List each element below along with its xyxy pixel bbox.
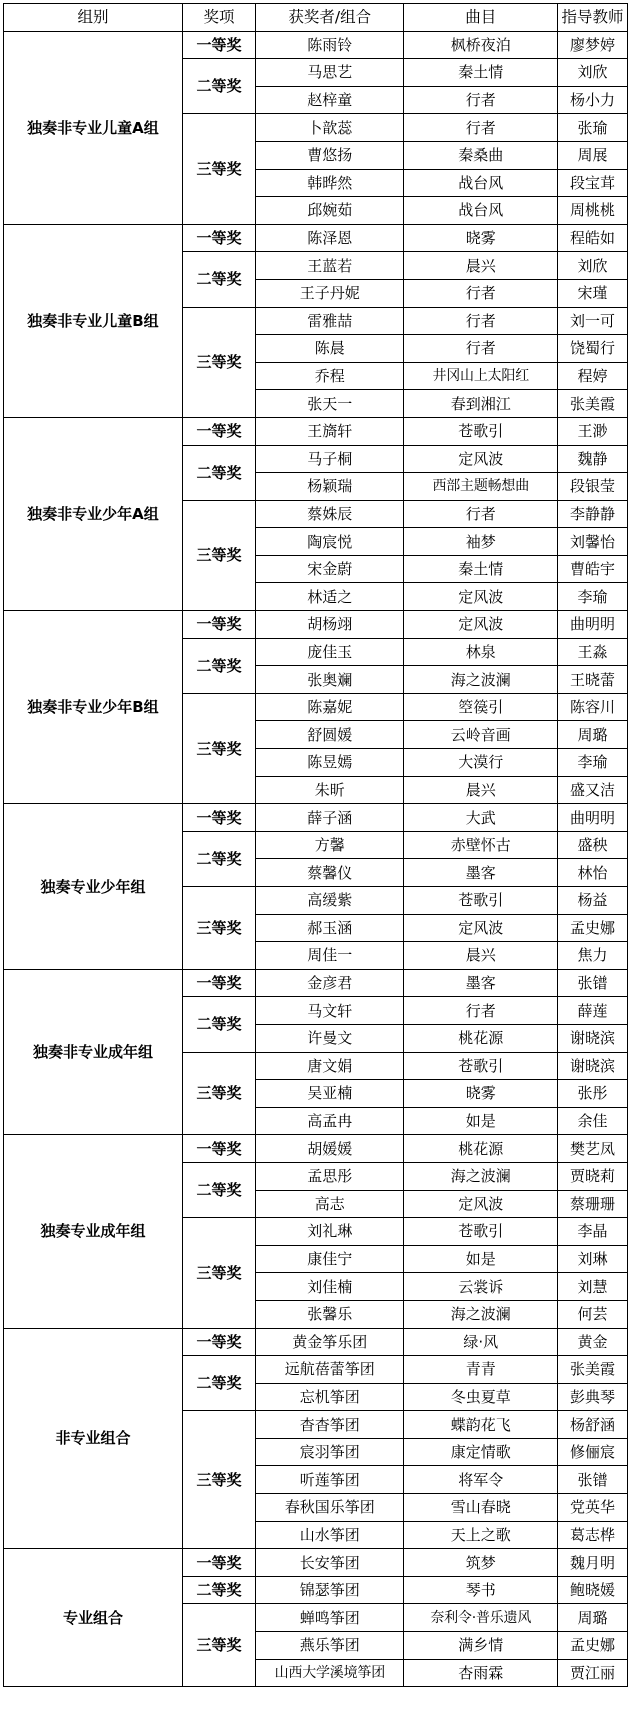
piece-cell: 奈利令·普乐遗风	[404, 1604, 558, 1632]
teacher-cell: 修俪宸	[558, 1438, 628, 1466]
piece-cell: 桃花源	[404, 1135, 558, 1163]
prize-cell: 一等奖	[182, 1549, 255, 1577]
winner-cell: 张奥斓	[256, 666, 404, 694]
teacher-cell: 曹皓宇	[558, 555, 628, 583]
piece-cell: 定风波	[404, 445, 558, 473]
table-body	[4, 31, 628, 1687]
teacher-cell: 王晓蕾	[558, 666, 628, 694]
prize-cell: 一等奖	[182, 804, 255, 832]
winner-cell: 燕乐筝团	[256, 1632, 404, 1660]
prize-cell: 二等奖	[182, 1162, 255, 1217]
winner-cell: 舒圆媛	[256, 721, 404, 749]
winner-cell: 黄金筝乐团	[256, 1328, 404, 1356]
piece-cell: 晨兴	[404, 942, 558, 970]
piece-cell: 墨客	[404, 969, 558, 997]
prize-cell: 一等奖	[182, 31, 255, 59]
winner-cell: 胡杨翊	[256, 611, 404, 639]
piece-cell: 行者	[404, 279, 558, 307]
teacher-cell: 陈容川	[558, 693, 628, 721]
teacher-cell: 刘欣	[558, 59, 628, 87]
winner-cell: 卜歆蕊	[256, 114, 404, 142]
winner-cell: 蔡姝辰	[256, 500, 404, 528]
winner-cell: 庞佳玉	[256, 638, 404, 666]
winner-cell: 杳杳筝团	[256, 1411, 404, 1439]
piece-cell: 赤壁怀古	[404, 831, 558, 859]
winner-cell: 蝉鸣筝团	[256, 1604, 404, 1632]
winner-cell: 方馨	[256, 831, 404, 859]
prize-cell: 三等奖	[182, 500, 255, 610]
prize-cell: 一等奖	[182, 1328, 255, 1356]
winner-cell: 陈嘉妮	[256, 693, 404, 721]
teacher-cell: 饶蜀行	[558, 335, 628, 363]
group-name-cell: 独奏专业少年组	[4, 804, 183, 970]
winner-cell: 邱婉茹	[256, 197, 404, 225]
winner-cell: 高孟冉	[256, 1107, 404, 1135]
teacher-cell: 孟史娜	[558, 914, 628, 942]
prize-cell: 三等奖	[182, 887, 255, 970]
winner-cell: 锦瑟筝团	[256, 1576, 404, 1604]
teacher-cell: 蔡珊珊	[558, 1190, 628, 1218]
piece-cell: 箜篌引	[404, 693, 558, 721]
piece-cell: 海之波澜	[404, 666, 558, 694]
teacher-cell: 杨舒涵	[558, 1411, 628, 1439]
teacher-cell: 张美霞	[558, 390, 628, 418]
winner-cell: 乔程	[256, 362, 404, 390]
teacher-cell: 周璐	[558, 721, 628, 749]
teacher-cell: 曲明明	[558, 804, 628, 832]
winner-cell: 刘礼琳	[256, 1218, 404, 1246]
teacher-cell: 李晶	[558, 1218, 628, 1246]
winner-cell: 杨颖瑞	[256, 473, 404, 501]
table-row	[4, 1328, 628, 1356]
winner-cell: 唐文娟	[256, 1052, 404, 1080]
piece-cell: 西部主题畅想曲	[404, 473, 558, 501]
teacher-cell: 杨益	[558, 887, 628, 915]
winner-cell: 林适之	[256, 583, 404, 611]
piece-cell: 蝶韵花飞	[404, 1411, 558, 1439]
teacher-cell: 余佳	[558, 1107, 628, 1135]
teacher-cell: 李瑜	[558, 749, 628, 777]
winner-cell: 朱昕	[256, 776, 404, 804]
piece-cell: 定风波	[404, 611, 558, 639]
winner-cell: 马文轩	[256, 997, 404, 1025]
group-name-cell: 非专业组合	[4, 1328, 183, 1549]
piece-cell: 行者	[404, 997, 558, 1025]
table-row	[4, 1135, 628, 1163]
winner-cell: 张馨乐	[256, 1300, 404, 1328]
teacher-cell: 王渺	[558, 417, 628, 445]
header-teacher: 指导教师	[558, 4, 628, 32]
piece-cell: 如是	[404, 1107, 558, 1135]
teacher-cell: 樊艺凤	[558, 1135, 628, 1163]
teacher-cell: 魏月明	[558, 1549, 628, 1577]
prize-cell: 三等奖	[182, 1604, 255, 1687]
teacher-cell: 张镨	[558, 969, 628, 997]
teacher-cell: 贾晓莉	[558, 1162, 628, 1190]
piece-cell: 晨兴	[404, 776, 558, 804]
teacher-cell: 李瑜	[558, 583, 628, 611]
teacher-cell: 段宝茸	[558, 169, 628, 197]
winner-cell: 赵梓童	[256, 86, 404, 114]
winner-cell: 陈晨	[256, 335, 404, 363]
teacher-cell: 林怡	[558, 859, 628, 887]
winner-cell: 王蓝若	[256, 252, 404, 280]
piece-cell: 井冈山上太阳红	[404, 362, 558, 390]
teacher-cell: 周展	[558, 141, 628, 169]
piece-cell: 定风波	[404, 914, 558, 942]
teacher-cell: 段银莹	[558, 473, 628, 501]
piece-cell: 将军令	[404, 1466, 558, 1494]
header-prize: 奖项	[182, 4, 255, 32]
teacher-cell: 程皓如	[558, 224, 628, 252]
winner-cell: 吴亚楠	[256, 1080, 404, 1108]
teacher-cell: 葛志桦	[558, 1521, 628, 1549]
table-row	[4, 804, 628, 832]
teacher-cell: 廖梦婷	[558, 31, 628, 59]
table-row	[4, 224, 628, 252]
piece-cell: 苍歌引	[404, 417, 558, 445]
teacher-cell: 李静静	[558, 500, 628, 528]
winner-cell: 忘机筝团	[256, 1383, 404, 1411]
award-table	[3, 3, 628, 1687]
teacher-cell: 谢晓滨	[558, 1052, 628, 1080]
piece-cell: 秦土情	[404, 59, 558, 87]
teacher-cell: 曲明明	[558, 611, 628, 639]
winner-cell: 宋金蔚	[256, 555, 404, 583]
winner-cell: 雷雅喆	[256, 307, 404, 335]
header-group: 组别	[4, 4, 183, 32]
teacher-cell: 刘馨怡	[558, 528, 628, 556]
table-row	[4, 1549, 628, 1577]
winner-cell: 薛子涵	[256, 804, 404, 832]
teacher-cell: 彭典琴	[558, 1383, 628, 1411]
prize-cell: 一等奖	[182, 611, 255, 639]
prize-cell: 三等奖	[182, 1411, 255, 1549]
piece-cell: 如是	[404, 1245, 558, 1273]
winner-cell: 曹悠扬	[256, 141, 404, 169]
prize-cell: 二等奖	[182, 252, 255, 307]
piece-cell: 杏雨霖	[404, 1659, 558, 1687]
prize-cell: 三等奖	[182, 114, 255, 224]
piece-cell: 云岭音画	[404, 721, 558, 749]
prize-cell: 一等奖	[182, 224, 255, 252]
winner-cell: 蔡馨仪	[256, 859, 404, 887]
teacher-cell: 贾江丽	[558, 1659, 628, 1687]
winner-cell: 许曼文	[256, 1024, 404, 1052]
piece-cell: 定风波	[404, 1190, 558, 1218]
piece-cell: 雪山春晓	[404, 1494, 558, 1522]
table-row	[4, 969, 628, 997]
teacher-cell: 程婷	[558, 362, 628, 390]
piece-cell: 墨客	[404, 859, 558, 887]
teacher-cell: 刘慧	[558, 1273, 628, 1301]
piece-cell: 冬虫夏草	[404, 1383, 558, 1411]
winner-cell: 郝玉涵	[256, 914, 404, 942]
prize-cell: 三等奖	[182, 1218, 255, 1328]
prize-cell: 二等奖	[182, 997, 255, 1052]
piece-cell: 苍歌引	[404, 1218, 558, 1246]
piece-cell: 晓雾	[404, 224, 558, 252]
winner-cell: 周佳一	[256, 942, 404, 970]
teacher-cell: 谢晓滨	[558, 1024, 628, 1052]
group-name-cell: 独奏非专业少年A组	[4, 417, 183, 610]
piece-cell: 筑梦	[404, 1549, 558, 1577]
piece-cell: 行者	[404, 335, 558, 363]
piece-cell: 天上之歌	[404, 1521, 558, 1549]
piece-cell: 青青	[404, 1356, 558, 1384]
prize-cell: 二等奖	[182, 59, 255, 114]
prize-cell: 三等奖	[182, 307, 255, 417]
piece-cell: 大漠行	[404, 749, 558, 777]
group-name-cell: 独奏非专业儿童A组	[4, 31, 183, 224]
winner-cell: 高志	[256, 1190, 404, 1218]
prize-cell: 三等奖	[182, 693, 255, 803]
piece-cell: 行者	[404, 307, 558, 335]
teacher-cell: 张美霞	[558, 1356, 628, 1384]
table-row	[4, 611, 628, 639]
prize-cell: 二等奖	[182, 638, 255, 693]
piece-cell: 林泉	[404, 638, 558, 666]
group-name-cell: 独奏非专业少年B组	[4, 611, 183, 804]
piece-cell: 枫桥夜泊	[404, 31, 558, 59]
winner-cell: 高缓紫	[256, 887, 404, 915]
piece-cell: 秦桑曲	[404, 141, 558, 169]
header-winner: 获奖者/组合	[256, 4, 404, 32]
piece-cell: 桃花源	[404, 1024, 558, 1052]
piece-cell: 绿·风	[404, 1328, 558, 1356]
teacher-cell: 薛莲	[558, 997, 628, 1025]
winner-cell: 远航蓓蕾筝团	[256, 1356, 404, 1384]
winner-cell: 韩晔然	[256, 169, 404, 197]
teacher-cell: 宋瑾	[558, 279, 628, 307]
winner-cell: 胡媛媛	[256, 1135, 404, 1163]
winner-cell: 陈雨铃	[256, 31, 404, 59]
piece-cell: 战台风	[404, 169, 558, 197]
winner-cell: 张天一	[256, 390, 404, 418]
teacher-cell: 周桃桃	[558, 197, 628, 225]
prize-cell: 二等奖	[182, 831, 255, 886]
winner-cell: 王子丹妮	[256, 279, 404, 307]
group-name-cell: 独奏专业成年组	[4, 1135, 183, 1328]
winner-cell: 孟思彤	[256, 1162, 404, 1190]
winner-cell: 马子桐	[256, 445, 404, 473]
header-row	[4, 4, 628, 32]
piece-cell: 晨兴	[404, 252, 558, 280]
piece-cell: 袖梦	[404, 528, 558, 556]
teacher-cell: 党英华	[558, 1494, 628, 1522]
group-name-cell: 独奏非专业儿童B组	[4, 224, 183, 417]
teacher-cell: 王淼	[558, 638, 628, 666]
teacher-cell: 刘琳	[558, 1245, 628, 1273]
piece-cell: 晓雾	[404, 1080, 558, 1108]
winner-cell: 陈昱嫣	[256, 749, 404, 777]
piece-cell: 战台风	[404, 197, 558, 225]
winner-cell: 长安筝团	[256, 1549, 404, 1577]
piece-cell: 康定情歌	[404, 1438, 558, 1466]
teacher-cell: 周璐	[558, 1604, 628, 1632]
prize-cell: 一等奖	[182, 417, 255, 445]
piece-cell: 行者	[404, 86, 558, 114]
winner-cell: 山水筝团	[256, 1521, 404, 1549]
piece-cell: 琴书	[404, 1576, 558, 1604]
prize-cell: 一等奖	[182, 1135, 255, 1163]
prize-cell: 二等奖	[182, 445, 255, 500]
winner-cell: 陶宸悦	[256, 528, 404, 556]
winner-cell: 春秋国乐筝团	[256, 1494, 404, 1522]
piece-cell: 满乡情	[404, 1632, 558, 1660]
teacher-cell: 焦力	[558, 942, 628, 970]
table-row	[4, 31, 628, 59]
piece-cell: 秦土情	[404, 555, 558, 583]
winner-cell: 王旖轩	[256, 417, 404, 445]
group-name-cell: 独奏非专业成年组	[4, 969, 183, 1135]
winner-cell: 刘佳楠	[256, 1273, 404, 1301]
winner-cell: 金彦君	[256, 969, 404, 997]
piece-cell: 春到湘江	[404, 390, 558, 418]
piece-cell: 行者	[404, 500, 558, 528]
winner-cell: 山西大学溪境筝团	[256, 1659, 404, 1687]
piece-cell: 行者	[404, 114, 558, 142]
teacher-cell: 黄金	[558, 1328, 628, 1356]
teacher-cell: 何芸	[558, 1300, 628, 1328]
prize-cell: 三等奖	[182, 1052, 255, 1135]
prize-cell: 一等奖	[182, 969, 255, 997]
piece-cell: 大武	[404, 804, 558, 832]
teacher-cell: 盛秧	[558, 831, 628, 859]
piece-cell: 苍歌引	[404, 887, 558, 915]
prize-cell: 二等奖	[182, 1356, 255, 1411]
teacher-cell: 杨小力	[558, 86, 628, 114]
table-row	[4, 417, 628, 445]
teacher-cell: 张镨	[558, 1466, 628, 1494]
piece-cell: 海之波澜	[404, 1300, 558, 1328]
teacher-cell: 刘欣	[558, 252, 628, 280]
teacher-cell: 孟史娜	[558, 1632, 628, 1660]
winner-cell: 马思艺	[256, 59, 404, 87]
piece-cell: 苍歌引	[404, 1052, 558, 1080]
winner-cell: 宸羽筝团	[256, 1438, 404, 1466]
header-piece: 曲目	[404, 4, 558, 32]
teacher-cell: 鲍晓媛	[558, 1576, 628, 1604]
group-name-cell: 专业组合	[4, 1549, 183, 1687]
winner-cell: 陈泽恩	[256, 224, 404, 252]
piece-cell: 定风波	[404, 583, 558, 611]
winner-cell: 康佳宁	[256, 1245, 404, 1273]
prize-cell: 二等奖	[182, 1576, 255, 1604]
teacher-cell: 张瑜	[558, 114, 628, 142]
teacher-cell: 张彤	[558, 1080, 628, 1108]
teacher-cell: 魏静	[558, 445, 628, 473]
teacher-cell: 盛又洁	[558, 776, 628, 804]
piece-cell: 海之波澜	[404, 1162, 558, 1190]
winner-cell: 听莲筝团	[256, 1466, 404, 1494]
piece-cell: 云裳诉	[404, 1273, 558, 1301]
teacher-cell: 刘一可	[558, 307, 628, 335]
